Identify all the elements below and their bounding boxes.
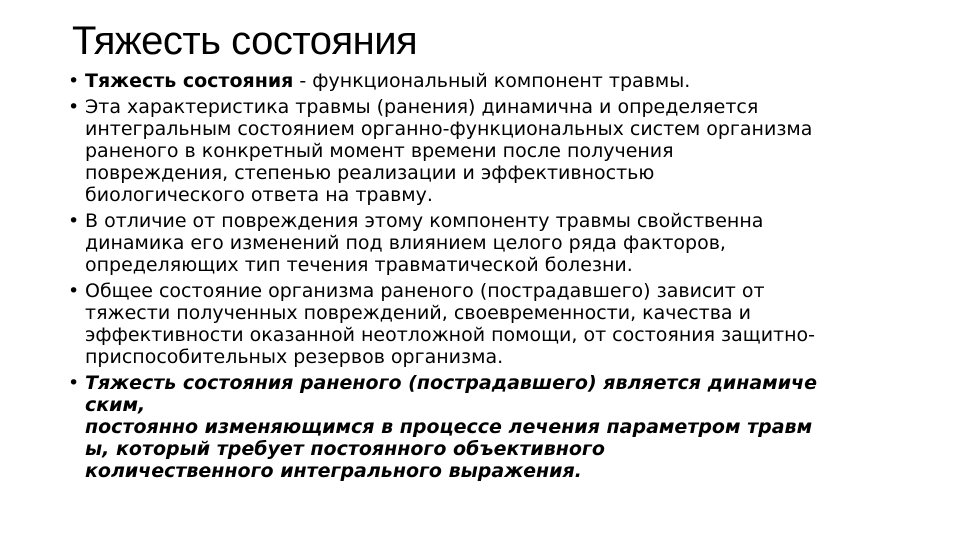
- bullet-item-emphasis: [68, 372, 918, 482]
- bullet-list: [68, 70, 918, 486]
- bullet-dot: •: [68, 280, 80, 302]
- bullet-line: интегральным состоянием органно-функциональных систем организма: [85, 118, 813, 140]
- bullet-dot: •: [68, 96, 80, 118]
- bullet-line: ским,: [85, 394, 146, 416]
- bullet-item: [68, 210, 918, 276]
- bullet-line: ы, который требует постоянного объективного: [85, 438, 605, 460]
- bullet-line: раненого в конкретный момент времени после получения: [85, 140, 674, 162]
- bold-term: Тяжесть состояния: [85, 70, 294, 92]
- definition-text: - функциональный компонент травмы.: [293, 70, 691, 92]
- bullet-line: количественного интегрального выражения.: [85, 460, 582, 482]
- bullet-line: В отличие от повреждения этому компоненту травмы свойственна: [85, 210, 764, 232]
- bullet-line: определяющих тип течения травматической болезни.: [85, 254, 633, 276]
- bullet-dot: •: [68, 372, 80, 394]
- bullet-item: [68, 96, 918, 206]
- bullet-line: Тяжесть состояния раненого (пострадавшего) является динамиче: [85, 372, 817, 394]
- bullet-line: эффективности оказанной неотложной помощи, от состояния защитно-: [85, 324, 816, 346]
- bullet-line: тяжести полученных повреждений, своевременности, качества и: [85, 302, 751, 324]
- bullet-line: Общее состояние организма раненого (пострадавшего) зависит от: [85, 280, 765, 302]
- bullet-line: биологического ответа на травму.: [85, 184, 433, 206]
- bullet-item: [68, 70, 918, 92]
- bullet-line: повреждения, степенью реализации и эффективностью: [85, 162, 655, 184]
- slide-title: Тяжесть состояния: [72, 19, 418, 63]
- bullet-line: постоянно изменяющимся в процессе лечения параметром травм: [85, 416, 813, 438]
- bullet-dot: •: [68, 70, 80, 92]
- bullet-line: Эта характеристика травмы (ранения) динамична и определяется: [85, 96, 759, 118]
- bullet-line: динамика его изменений под влиянием целого ряда факторов,: [85, 232, 726, 254]
- bullet-item: [68, 280, 918, 368]
- bullet-dot: •: [68, 210, 80, 232]
- bullet-line: приспособительных резервов организма.: [85, 346, 504, 368]
- bullet-line: [85, 70, 918, 92]
